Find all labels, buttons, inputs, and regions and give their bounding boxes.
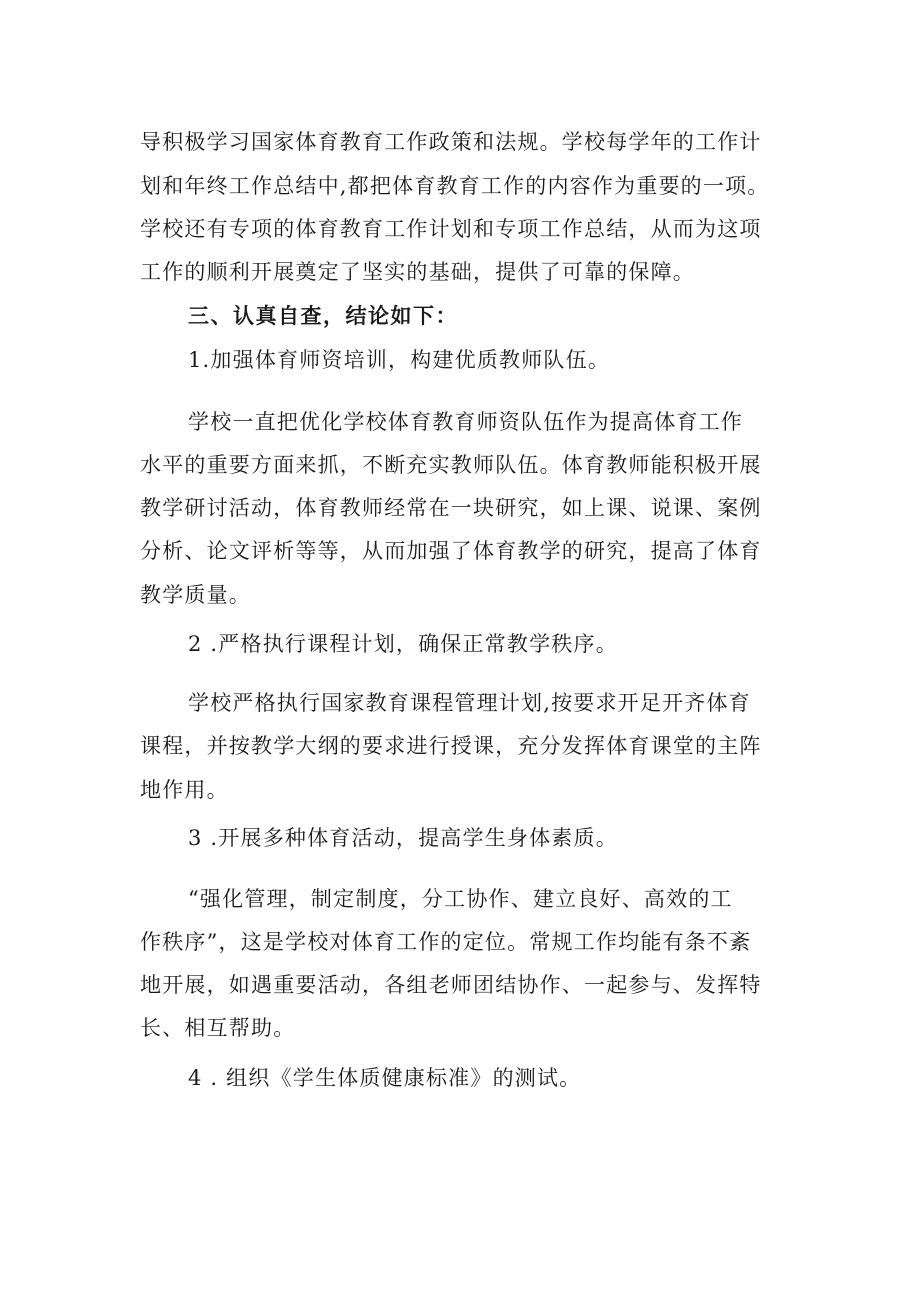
item-title: 4 . 组织《学生体质健康标准》的测试。 <box>188 1066 582 1090</box>
paragraph-line: 作秩序”，这是学校对体育工作的定位。常规工作均能有条不紊 <box>140 930 752 954</box>
item-title: 3 .开展多种体育活动，提高学生身体素质。 <box>188 826 618 850</box>
paragraph-line: 地作用。 <box>140 778 229 802</box>
item-title: 1.加强体育师资培训，构建优质教师队伍。 <box>188 348 611 372</box>
paragraph-line: 学校一直把优化学校体育教育师资队伍作为提高体育工作 <box>188 410 743 434</box>
paragraph-line: 水平的重要方面来抓，不断充实教师队伍。体育教师能积极开展 <box>140 453 762 477</box>
paragraph-line: 工作的顺利开展奠定了坚实的基础，提供了可靠的保障。 <box>140 260 695 284</box>
item-title: 2 .严格执行课程计划，确保正常教学秩序。 <box>188 632 618 656</box>
paragraph-line: 长、相互帮助。 <box>140 1016 296 1040</box>
paragraph-line: 分析、论文评析等等，从而加强了体育教学的研究，提高了体育 <box>140 539 762 563</box>
paragraph-line: 课程，并按教学大纲的要求进行授课，充分发挥体育课堂的主阵 <box>140 734 762 758</box>
paragraph-line: 教学质量。 <box>140 583 251 607</box>
paragraph-line: 划和年终工作总结中,都把体育教育工作的内容作为重要的一项。 <box>140 174 770 198</box>
paragraph-line: 教学研讨活动，体育教师经常在一块研究，如上课、说课、案例 <box>140 496 762 520</box>
paragraph-line: 学校严格执行国家教育课程管理计划,按要求开足开齐体育 <box>188 691 751 715</box>
paragraph-line: 导积极学习国家体育教育工作政策和法规。学校每学年的工作计 <box>140 130 762 154</box>
section-heading: 三、认真自查，结论如下： <box>188 304 458 328</box>
paragraph-line: “强化管理，制定制度，分工协作、建立良好、高效的工 <box>188 887 733 911</box>
paragraph-line: 地开展，如遇重要活动，各组老师团结协作、一起参与、发挥特 <box>140 973 762 997</box>
paragraph-line: 学校还有专项的体育教育工作计划和专项工作总结，从而为这项 <box>140 217 762 241</box>
